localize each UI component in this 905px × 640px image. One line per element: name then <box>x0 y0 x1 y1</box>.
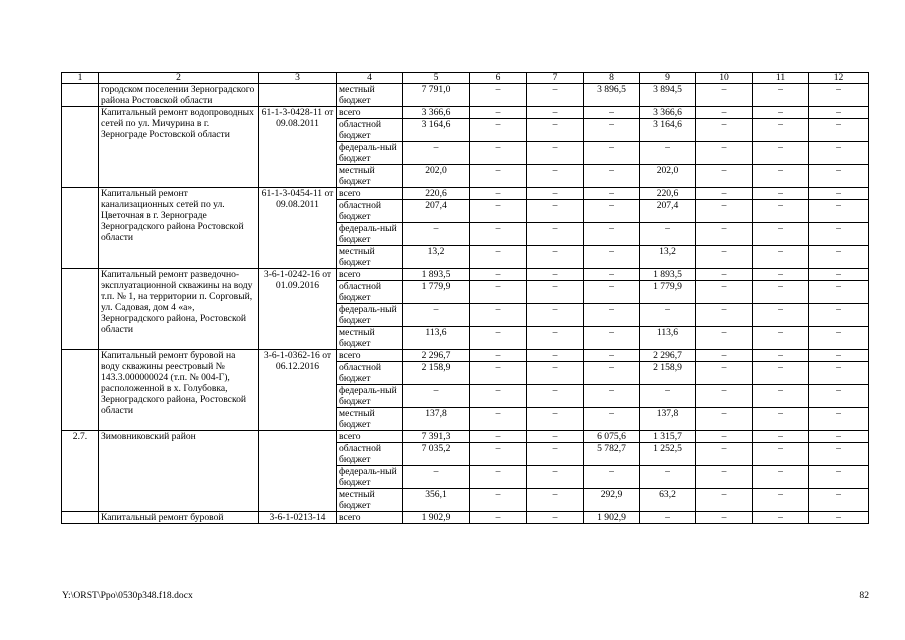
value-cell: – <box>470 489 527 512</box>
funding-source-cell: местный бюджет <box>337 246 403 269</box>
value-cell: – <box>640 142 696 165</box>
value-cell: – <box>470 512 527 524</box>
value-cell: 13,2 <box>403 246 470 269</box>
value-cell: – <box>753 512 809 524</box>
value-cell: – <box>470 84 527 107</box>
value-cell: 13,2 <box>640 246 696 269</box>
value-cell: – <box>753 84 809 107</box>
funding-source-cell: всего <box>337 512 403 524</box>
value-cell: – <box>527 512 584 524</box>
value-cell: – <box>527 385 584 408</box>
value-cell: – <box>753 269 809 281</box>
table-row <box>62 269 869 281</box>
value-cell: – <box>584 188 640 200</box>
value-cell: – <box>403 142 470 165</box>
value-cell: – <box>470 107 527 119</box>
value-cell: – <box>753 188 809 200</box>
column-header: 6 <box>470 73 527 84</box>
value-cell: – <box>753 443 809 466</box>
value-cell: – <box>470 165 527 188</box>
expertise-code-cell <box>259 84 337 107</box>
value-cell: 1 893,5 <box>403 269 470 281</box>
value-cell: – <box>640 304 696 327</box>
value-cell: – <box>527 200 584 223</box>
value-cell: – <box>696 362 753 385</box>
value-cell: – <box>470 142 527 165</box>
value-cell: – <box>696 84 753 107</box>
value-cell: – <box>809 350 869 362</box>
object-name-cell: Капитальный ремонт разведочно-эксплуатационной скважины на воду т.п. № 1, на территории п. Сорговый, ул. Садовая, дом 4 «а», Зерноградского района, Ростовской области <box>99 269 259 350</box>
value-cell: 220,6 <box>403 188 470 200</box>
footer-file-path: Y:\ORST\Ppo\0530p348.f18.docx <box>62 590 193 601</box>
value-cell: 113,6 <box>640 327 696 350</box>
value-cell: 202,0 <box>640 165 696 188</box>
expertise-code-cell: 3-6-1-0242-16 от 01.09.2016 <box>259 269 337 350</box>
value-cell: – <box>584 281 640 304</box>
object-name-cell: Зимовниковский район <box>99 431 259 512</box>
funding-source-cell: местный бюджет <box>337 408 403 431</box>
value-cell: – <box>753 489 809 512</box>
value-cell: – <box>696 350 753 362</box>
value-cell: – <box>809 84 869 107</box>
value-cell: – <box>753 327 809 350</box>
value-cell: 3 164,6 <box>640 119 696 142</box>
value-cell: – <box>753 385 809 408</box>
funding-source-cell: местный бюджет <box>337 489 403 512</box>
value-cell: – <box>696 107 753 119</box>
row-number-cell <box>62 188 99 269</box>
value-cell: – <box>470 223 527 246</box>
funding-source-cell: федераль-ный бюджет <box>337 466 403 489</box>
value-cell: – <box>809 489 869 512</box>
value-cell: – <box>809 281 869 304</box>
table-row <box>62 431 869 443</box>
funding-source-cell: областной бюджет <box>337 119 403 142</box>
value-cell: – <box>696 200 753 223</box>
value-cell: – <box>809 327 869 350</box>
funding-source-cell: федераль-ный бюджет <box>337 385 403 408</box>
value-cell: – <box>527 489 584 512</box>
value-cell: – <box>584 107 640 119</box>
row-number-cell <box>62 350 99 431</box>
value-cell: 1 893,5 <box>640 269 696 281</box>
value-cell: 3 366,6 <box>640 107 696 119</box>
value-cell: – <box>403 304 470 327</box>
value-cell: – <box>527 350 584 362</box>
value-cell: 1 779,9 <box>403 281 470 304</box>
table-row <box>62 512 869 524</box>
value-cell: – <box>696 385 753 408</box>
value-cell: – <box>584 223 640 246</box>
value-cell: 3 366,6 <box>403 107 470 119</box>
value-cell: – <box>403 385 470 408</box>
value-cell: – <box>527 443 584 466</box>
value-cell: – <box>403 223 470 246</box>
value-cell: – <box>527 223 584 246</box>
column-header: 8 <box>584 73 640 84</box>
row-number-cell: 2.7. <box>62 431 99 512</box>
funding-source-cell: всего <box>337 350 403 362</box>
value-cell: 113,6 <box>403 327 470 350</box>
value-cell: – <box>696 327 753 350</box>
funding-source-cell: областной бюджет <box>337 200 403 223</box>
value-cell: – <box>753 246 809 269</box>
value-cell: – <box>584 246 640 269</box>
column-header: 9 <box>640 73 696 84</box>
column-header: 2 <box>99 73 259 84</box>
row-number-cell <box>62 269 99 350</box>
value-cell: – <box>527 431 584 443</box>
value-cell: 292,9 <box>584 489 640 512</box>
value-cell: – <box>809 107 869 119</box>
value-cell: – <box>696 408 753 431</box>
value-cell: – <box>584 350 640 362</box>
budget-table <box>61 72 869 524</box>
value-cell: – <box>696 188 753 200</box>
value-cell: – <box>584 200 640 223</box>
value-cell: – <box>809 269 869 281</box>
value-cell: – <box>753 200 809 223</box>
row-number-cell <box>62 107 99 188</box>
expertise-code-cell: 3-6-1-0362-16 от 06.12.2016 <box>259 350 337 431</box>
value-cell: – <box>640 385 696 408</box>
value-cell: – <box>584 466 640 489</box>
value-cell: – <box>470 385 527 408</box>
column-header: 1 <box>62 73 99 84</box>
value-cell: – <box>753 119 809 142</box>
value-cell: – <box>696 165 753 188</box>
expertise-code-cell: 61-1-3-0454-11 от 09.08.2011 <box>259 188 337 269</box>
object-name-cell: городском поселении Зерноградского района Ростовской области <box>99 84 259 107</box>
value-cell: 7 791,0 <box>403 84 470 107</box>
funding-source-cell: областной бюджет <box>337 443 403 466</box>
value-cell: – <box>527 107 584 119</box>
row-number-cell <box>62 512 99 524</box>
funding-source-cell: федераль-ный бюджет <box>337 304 403 327</box>
value-cell: – <box>696 512 753 524</box>
table-body <box>62 84 869 524</box>
value-cell: – <box>809 466 869 489</box>
value-cell: – <box>527 165 584 188</box>
table-row <box>62 188 869 200</box>
value-cell: – <box>640 466 696 489</box>
value-cell: – <box>527 362 584 385</box>
column-header: 12 <box>809 73 869 84</box>
value-cell: – <box>753 408 809 431</box>
object-name-cell: Капитальный ремонт канализационных сетей по ул. Цветочная в г. Зернограде Зерноградского района Ростовской области <box>99 188 259 269</box>
value-cell: – <box>753 142 809 165</box>
value-cell: – <box>527 142 584 165</box>
value-cell: – <box>753 350 809 362</box>
value-cell: – <box>470 304 527 327</box>
value-cell: – <box>809 512 869 524</box>
value-cell: 137,8 <box>403 408 470 431</box>
value-cell: – <box>470 431 527 443</box>
value-cell: 63,2 <box>640 489 696 512</box>
funding-source-cell: всего <box>337 431 403 443</box>
footer-page-number: 82 <box>859 590 869 601</box>
funding-source-cell: всего <box>337 107 403 119</box>
value-cell: – <box>527 269 584 281</box>
column-header: 4 <box>337 73 403 84</box>
value-cell: – <box>470 408 527 431</box>
value-cell: – <box>470 350 527 362</box>
value-cell: – <box>809 223 869 246</box>
value-cell: 2 296,7 <box>403 350 470 362</box>
value-cell: – <box>809 165 869 188</box>
column-header: 10 <box>696 73 753 84</box>
value-cell: – <box>696 489 753 512</box>
funding-source-cell: федераль-ный бюджет <box>337 142 403 165</box>
value-cell: – <box>696 281 753 304</box>
funding-source-cell: местный бюджет <box>337 84 403 107</box>
value-cell: – <box>809 408 869 431</box>
funding-source-cell: всего <box>337 269 403 281</box>
value-cell: – <box>527 119 584 142</box>
row-number-cell <box>62 84 99 107</box>
value-cell: – <box>696 119 753 142</box>
value-cell: – <box>584 119 640 142</box>
value-cell: – <box>809 431 869 443</box>
value-cell: – <box>470 327 527 350</box>
funding-source-cell: местный бюджет <box>337 165 403 188</box>
value-cell: 3 896,5 <box>584 84 640 107</box>
value-cell: – <box>584 408 640 431</box>
value-cell: – <box>640 512 696 524</box>
value-cell: 202,0 <box>403 165 470 188</box>
expertise-code-cell <box>259 431 337 512</box>
value-cell: 1 779,9 <box>640 281 696 304</box>
value-cell: 1 902,9 <box>584 512 640 524</box>
value-cell: – <box>527 466 584 489</box>
value-cell: – <box>753 362 809 385</box>
value-cell: – <box>696 269 753 281</box>
value-cell: 207,4 <box>640 200 696 223</box>
value-cell: – <box>470 443 527 466</box>
object-name-cell: Капитальный ремонт водопроводных сетей по ул. Мичурина в г. Зернограде Ростовской области <box>99 107 259 188</box>
value-cell: – <box>403 466 470 489</box>
value-cell: – <box>470 246 527 269</box>
value-cell: – <box>470 281 527 304</box>
value-cell: – <box>696 304 753 327</box>
value-cell: 7 035,2 <box>403 443 470 466</box>
funding-source-cell: областной бюджет <box>337 281 403 304</box>
value-cell: 1 252,5 <box>640 443 696 466</box>
value-cell: – <box>584 165 640 188</box>
value-cell: – <box>470 362 527 385</box>
value-cell: 220,6 <box>640 188 696 200</box>
funding-source-cell: всего <box>337 188 403 200</box>
value-cell: – <box>696 443 753 466</box>
value-cell: – <box>584 327 640 350</box>
value-cell: – <box>809 119 869 142</box>
expertise-code-cell: 3-6-1-0213-14 <box>259 512 337 524</box>
value-cell: – <box>584 142 640 165</box>
value-cell: – <box>696 246 753 269</box>
value-cell: – <box>753 431 809 443</box>
value-cell: – <box>809 200 869 223</box>
value-cell: – <box>584 304 640 327</box>
value-cell: – <box>470 466 527 489</box>
value-cell: – <box>584 269 640 281</box>
value-cell: 3 894,5 <box>640 84 696 107</box>
value-cell: – <box>470 269 527 281</box>
value-cell: – <box>696 466 753 489</box>
value-cell: – <box>753 466 809 489</box>
value-cell: 7 391,3 <box>403 431 470 443</box>
funding-source-cell: местный бюджет <box>337 327 403 350</box>
table-row <box>62 107 869 119</box>
value-cell: – <box>809 362 869 385</box>
funding-source-cell: федераль-ный бюджет <box>337 223 403 246</box>
value-cell: – <box>527 84 584 107</box>
column-header: 11 <box>753 73 809 84</box>
value-cell: 2 158,9 <box>640 362 696 385</box>
funding-source-cell: областной бюджет <box>337 362 403 385</box>
value-cell: – <box>809 443 869 466</box>
value-cell: – <box>527 408 584 431</box>
table-row <box>62 350 869 362</box>
value-cell: – <box>753 223 809 246</box>
value-cell: 3 164,6 <box>403 119 470 142</box>
value-cell: – <box>809 385 869 408</box>
table-row <box>62 84 869 107</box>
value-cell: – <box>809 304 869 327</box>
value-cell: – <box>809 188 869 200</box>
value-cell: 2 296,7 <box>640 350 696 362</box>
column-header: 5 <box>403 73 470 84</box>
object-name-cell: Капитальный ремонт буровой <box>99 512 259 524</box>
value-cell: 137,8 <box>640 408 696 431</box>
value-cell: – <box>527 281 584 304</box>
value-cell: – <box>470 119 527 142</box>
column-header: 3 <box>259 73 337 84</box>
value-cell: – <box>584 362 640 385</box>
value-cell: – <box>527 304 584 327</box>
value-cell: – <box>809 142 869 165</box>
value-cell: – <box>753 165 809 188</box>
value-cell: – <box>527 327 584 350</box>
value-cell: – <box>696 431 753 443</box>
object-name-cell: Капитальный ремонт буровой на воду скважины реестровый № 143.3.000000024 (т.п. № 004-Г), расположенной в х. Голубовка, Зерноградского района, Ростовской области <box>99 350 259 431</box>
value-cell: – <box>696 223 753 246</box>
value-cell: – <box>527 246 584 269</box>
table-header-row <box>62 73 869 84</box>
value-cell: 1 902,9 <box>403 512 470 524</box>
value-cell: – <box>809 246 869 269</box>
value-cell: 2 158,9 <box>403 362 470 385</box>
value-cell: – <box>470 188 527 200</box>
value-cell: – <box>753 304 809 327</box>
value-cell: – <box>527 188 584 200</box>
value-cell: – <box>753 281 809 304</box>
value-cell: – <box>584 385 640 408</box>
expertise-code-cell: 61-1-3-0428-11 от 09.08.2011 <box>259 107 337 188</box>
value-cell: 207,4 <box>403 200 470 223</box>
value-cell: 5 782,7 <box>584 443 640 466</box>
value-cell: – <box>753 107 809 119</box>
value-cell: – <box>640 223 696 246</box>
value-cell: – <box>696 142 753 165</box>
column-header: 7 <box>527 73 584 84</box>
value-cell: 356,1 <box>403 489 470 512</box>
value-cell: 1 315,7 <box>640 431 696 443</box>
value-cell: – <box>470 200 527 223</box>
value-cell: 6 075,6 <box>584 431 640 443</box>
